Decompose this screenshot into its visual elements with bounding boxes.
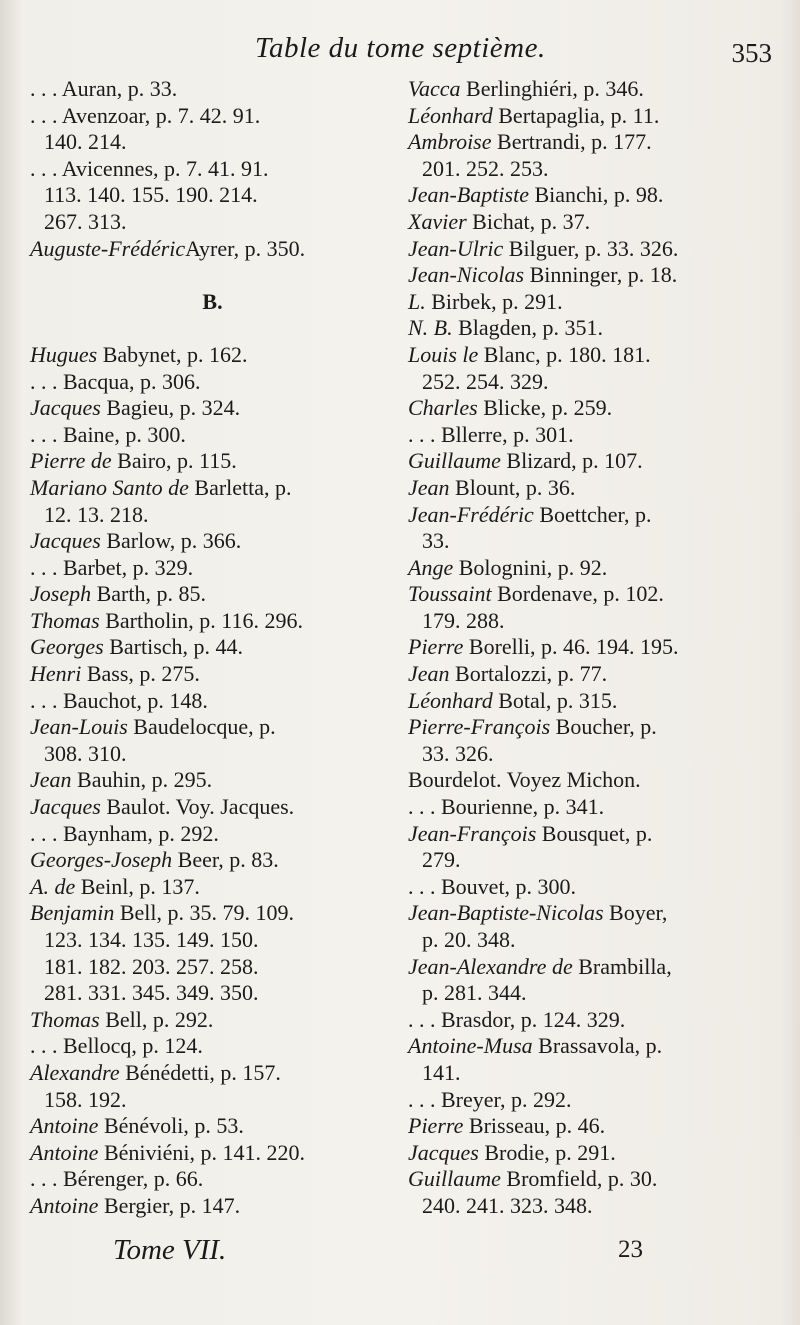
given-name: Antoine xyxy=(30,1192,99,1218)
given-name: A. de xyxy=(30,873,76,899)
surname-and-pages: Boucher, p. xyxy=(550,714,657,740)
index-entry xyxy=(408,794,780,821)
index-entry xyxy=(30,528,395,555)
index-entry xyxy=(408,1140,780,1167)
index-entry xyxy=(408,103,780,130)
index-entry-continuation: 281. 331. 345. 349. 350. xyxy=(44,980,259,1006)
given-name: Léonhard xyxy=(408,102,493,128)
index-entry xyxy=(30,422,395,449)
surname-and-pages: Baulot. Voy. Jacques. xyxy=(100,794,295,820)
ditto-leader: . . . xyxy=(30,76,62,101)
given-name: Toussaint xyxy=(408,581,492,607)
surname-and-pages: Baudelocque, p. xyxy=(127,714,276,740)
surname-and-pages: Blizard, p. 107. xyxy=(500,448,643,474)
index-entry xyxy=(408,821,780,848)
index-entry xyxy=(30,1060,395,1087)
index-entry-continuation: 179. 288. xyxy=(422,607,505,633)
index-entry xyxy=(30,794,395,821)
given-name: Ambroise xyxy=(408,129,492,155)
surname-and-pages: Brambilla, xyxy=(572,953,672,979)
surname-and-pages: Borelli, p. 46. 194. 195. xyxy=(463,634,679,660)
index-entry xyxy=(30,369,395,396)
index-entry xyxy=(30,555,395,582)
index-entry-continuation: 12. 13. 218. xyxy=(44,501,149,527)
index-entry xyxy=(408,1033,780,1060)
index-entry xyxy=(408,1087,780,1114)
surname-and-pages: Avicennes, p. 7. 41. 91. xyxy=(61,155,269,181)
surname-and-pages: Babynet, p. 162. xyxy=(97,341,248,367)
ditto-leader: . . . xyxy=(30,1166,63,1192)
surname-and-pages: Birbek, p. 291. xyxy=(425,288,563,314)
index-entry xyxy=(408,209,780,236)
index-entry xyxy=(408,236,780,263)
index-entry xyxy=(30,874,395,901)
given-name: Thomas xyxy=(30,607,100,633)
surname-and-pages: Bell, p. 292. xyxy=(99,1006,214,1032)
surname-and-pages: Barlow, p. 366. xyxy=(100,528,242,554)
surname-and-pages: Bourdelot. Voyez Michon. xyxy=(408,767,641,793)
given-name: Georges-Joseph xyxy=(30,847,173,873)
index-entry xyxy=(408,182,780,209)
page-number: 353 xyxy=(731,38,772,68)
index-entry xyxy=(408,262,780,289)
surname-and-pages: Avenzoar, p. 7. 42. 91. xyxy=(61,102,261,128)
surname-and-pages: Bourienne, p. 341. xyxy=(441,794,605,820)
surname-and-pages: Bertapaglia, p. 11. xyxy=(492,102,660,128)
index-entry-continuation: 252. 254. 329. xyxy=(422,368,549,394)
given-name: Jean-Alexandre de xyxy=(408,953,573,979)
surname-and-pages: Bianchi, p. 98. xyxy=(528,182,664,208)
index-entry xyxy=(30,900,395,927)
surname-and-pages: Bauhin, p. 295. xyxy=(71,767,213,793)
given-name: Jacques xyxy=(408,1139,479,1165)
given-name: Jean-François xyxy=(408,820,537,846)
given-name: Guillaume xyxy=(408,1166,501,1192)
index-entry xyxy=(30,156,395,183)
index-entry-continuation: p. 281. 344. xyxy=(422,980,527,1006)
given-name: Jacques xyxy=(30,528,101,554)
given-name: Mariano Santo de xyxy=(30,474,189,500)
ditto-leader: . . . xyxy=(30,102,62,128)
surname-and-pages: Bousquet, p. xyxy=(536,820,653,846)
index-entry xyxy=(408,475,780,502)
surname-and-pages: Bass, p. 275. xyxy=(81,661,200,687)
given-name: Thomas xyxy=(30,1006,100,1032)
surname-and-pages: Botal, p. 315. xyxy=(492,687,618,713)
surname-and-pages: Beer, p. 83. xyxy=(172,847,279,873)
blank-line xyxy=(30,315,395,342)
index-entry-continuation: 181. 182. 203. 257. 258. xyxy=(44,953,259,979)
index-entry xyxy=(30,1007,395,1034)
index-column-right xyxy=(408,76,780,1220)
surname-and-pages: Béniviéni, p. 141. 220. xyxy=(98,1139,305,1165)
index-entry xyxy=(408,581,780,608)
volume-label: Tome VII. xyxy=(113,1234,227,1266)
surname-and-pages: Bllerre, p. 301. xyxy=(441,421,574,447)
surname-and-pages: Brisseau, p. 46. xyxy=(463,1113,606,1139)
signature-mark: 23 xyxy=(618,1236,643,1263)
given-name: Antoine-Musa xyxy=(408,1033,533,1059)
given-name: Léonhard xyxy=(408,687,493,713)
index-entry-continuation: 123. 134. 135. 149. 150. xyxy=(44,927,259,952)
given-name: Guillaume xyxy=(408,448,501,474)
given-name: Jean-Louis xyxy=(30,714,128,740)
index-entry xyxy=(30,1113,395,1140)
index-entry xyxy=(30,1166,395,1193)
index-entry xyxy=(408,448,780,475)
index-entry-continuation: 308. 310. xyxy=(44,740,127,766)
given-name: Jacques xyxy=(30,794,101,820)
given-name: Antoine xyxy=(30,1113,99,1139)
index-entry xyxy=(408,1113,780,1140)
index-entry xyxy=(30,608,395,635)
index-entry xyxy=(408,688,780,715)
given-name: Georges xyxy=(30,634,104,660)
given-name: Jacques xyxy=(30,395,101,421)
index-entry xyxy=(30,634,395,661)
surname-and-pages: Bairo, p. 115. xyxy=(111,448,237,474)
index-entry xyxy=(408,900,780,927)
given-name: Jean-Baptiste xyxy=(408,182,529,208)
index-entry xyxy=(30,767,395,794)
index-entry xyxy=(30,661,395,688)
ditto-leader: . . . xyxy=(408,1086,441,1112)
given-name: Charles xyxy=(408,395,478,421)
index-entry-continuation: 33. 326. xyxy=(422,740,494,766)
surname-and-pages: Barletta, p. xyxy=(188,474,292,500)
section-letter-heading: B. xyxy=(202,288,223,314)
surname-and-pages: Bauchot, p. 148. xyxy=(63,687,208,713)
given-name: Henri xyxy=(30,661,82,687)
surname-and-pages: Bertrandi, p. 177. xyxy=(491,129,652,155)
surname-and-pages: Baynham, p. 292. xyxy=(63,820,219,846)
ditto-leader: . . . xyxy=(30,368,63,394)
index-entry xyxy=(30,342,395,369)
index-entry xyxy=(408,342,780,369)
page-header xyxy=(0,32,800,72)
surname-and-pages: Bacqua, p. 306. xyxy=(63,368,201,394)
surname-and-pages: Bénévoli, p. 53. xyxy=(98,1113,244,1139)
given-name: Antoine xyxy=(30,1139,99,1165)
surname-and-pages: Brassavola, p. xyxy=(532,1033,663,1059)
given-name: Jean xyxy=(408,474,450,500)
index-entry xyxy=(408,502,780,529)
index-entry xyxy=(30,1140,395,1167)
given-name: Pierre-François xyxy=(408,714,551,740)
surname-and-pages: Brasdor, p. 124. 329. xyxy=(441,1006,626,1032)
surname-and-pages: Bartisch, p. 44. xyxy=(103,634,244,660)
ditto-leader: . . . xyxy=(408,421,441,447)
index-entry-continuation: p. 20. 348. xyxy=(422,927,516,952)
index-entry-continuation: 158. 192. xyxy=(44,1086,127,1112)
ditto-leader: . . . xyxy=(408,1006,441,1032)
index-entry xyxy=(408,422,780,449)
page-footer xyxy=(0,1234,800,1274)
surname-and-pages: Boyer, xyxy=(603,900,668,926)
running-title: Table du tome septième. xyxy=(255,32,546,64)
index-entry xyxy=(30,76,395,103)
surname-and-pages: Bergier, p. 147. xyxy=(98,1192,241,1218)
given-name: Benjamin xyxy=(30,900,115,926)
ditto-leader: . . . xyxy=(408,794,441,820)
given-name: Jean xyxy=(30,767,72,793)
index-entry xyxy=(30,103,395,130)
index-entry xyxy=(408,1166,780,1193)
index-entry xyxy=(408,555,780,582)
index-entry xyxy=(30,821,395,848)
surname-and-pages: Bordenave, p. 102. xyxy=(491,581,664,607)
surname-and-pages: Berlinghiéri, p. 346. xyxy=(460,76,644,101)
index-entry xyxy=(408,714,780,741)
index-entry-continuation: 201. 252. 253. xyxy=(422,155,549,181)
surname-and-pages: Bichat, p. 37. xyxy=(466,208,591,234)
index-entry-continuation: 33. xyxy=(422,528,450,554)
index-entry xyxy=(30,688,395,715)
given-name: Jean-Nicolas xyxy=(408,262,525,288)
index-entry-continuation: 140. 214. xyxy=(44,129,127,155)
index-entry xyxy=(30,581,395,608)
blank-line xyxy=(30,262,395,289)
index-entry xyxy=(30,448,395,475)
index-entry xyxy=(30,1193,395,1220)
ditto-leader: . . . xyxy=(30,554,63,580)
given-name: Pierre de xyxy=(30,448,112,474)
index-entry xyxy=(408,76,780,103)
given-name: Ange xyxy=(408,554,454,580)
index-entry-continuation: 267. 313. xyxy=(44,208,127,234)
index-entry xyxy=(30,714,395,741)
index-entry-continuation: 113. 140. 155. 190. 214. xyxy=(44,182,258,208)
index-entry xyxy=(408,315,780,342)
index-entry xyxy=(30,847,395,874)
surname-and-pages: Blanc, p. 180. 181. xyxy=(478,341,651,367)
surname-and-pages: Bromfield, p. 30. xyxy=(500,1166,658,1192)
index-entry xyxy=(408,767,780,794)
index-entry xyxy=(408,129,780,156)
index-entry xyxy=(30,475,395,502)
index-entry-continuation: 141. xyxy=(422,1059,461,1085)
surname-and-pages: Blicke, p. 259. xyxy=(477,395,613,421)
index-entry xyxy=(408,395,780,422)
given-name: L. xyxy=(408,288,426,314)
given-name: Louis le xyxy=(408,341,479,367)
ditto-leader: . . . xyxy=(30,820,63,846)
ditto-leader: . . . xyxy=(30,155,62,181)
given-name: Vacca xyxy=(408,76,461,101)
index-entry xyxy=(408,634,780,661)
surname-and-pages: Bagieu, p. 324. xyxy=(100,395,241,421)
given-name: Jean-Baptiste-Nicolas xyxy=(408,900,604,926)
surname-and-pages: Brodie, p. 291. xyxy=(478,1139,616,1165)
ditto-leader: . . . xyxy=(408,873,441,899)
surname-and-pages: Barth, p. 85. xyxy=(91,581,206,607)
given-name: Jean xyxy=(408,661,450,687)
given-name: Pierre xyxy=(408,1113,464,1139)
surname-and-pages: Baine, p. 300. xyxy=(63,421,186,447)
ditto-leader: . . . xyxy=(30,421,63,447)
surname-and-pages: Barbet, p. 329. xyxy=(63,554,194,580)
surname-and-pages: Binninger, p. 18. xyxy=(524,262,678,288)
given-name: Jean-Ulric xyxy=(408,235,504,261)
surname-and-pages: Bartholin, p. 116. 296. xyxy=(99,607,303,633)
given-name: Joseph xyxy=(30,581,92,607)
index-entry xyxy=(30,236,395,263)
surname-and-pages: Breyer, p. 292. xyxy=(441,1086,572,1112)
surname-and-pages: Bérenger, p. 66. xyxy=(63,1166,204,1192)
surname-and-pages: Bolognini, p. 92. xyxy=(453,554,608,580)
index-entry xyxy=(408,954,780,981)
surname-and-pages: Bellocq, p. 124. xyxy=(63,1033,203,1059)
index-entry-continuation: 279. xyxy=(422,847,461,873)
index-entry xyxy=(408,661,780,688)
surname-and-pages: Bell, p. 35. 79. 109. xyxy=(114,900,294,926)
index-entry-continuation: 240. 241. 323. 348. xyxy=(422,1192,593,1218)
surname-and-pages: Blagden, p. 351. xyxy=(452,315,603,341)
given-name: Xavier xyxy=(408,208,467,234)
surname-and-pages: Blount, p. 36. xyxy=(449,474,576,500)
index-entry xyxy=(30,395,395,422)
index-column-left xyxy=(30,76,395,1220)
surname-and-pages: Ayrer, p. 350. xyxy=(185,235,306,261)
given-name: N. B. xyxy=(408,315,453,341)
surname-and-pages: Boettcher, p. xyxy=(533,501,652,527)
surname-and-pages: Beinl, p. 137. xyxy=(75,873,200,899)
surname-and-pages: Bénédetti, p. 157. xyxy=(119,1059,281,1085)
given-name: Auguste-Frédéric xyxy=(30,235,186,261)
given-name: Alexandre xyxy=(30,1059,120,1085)
surname-and-pages: Bortalozzi, p. 77. xyxy=(449,661,608,687)
index-entry xyxy=(408,874,780,901)
index-entry xyxy=(408,289,780,316)
given-name: Jean-Frédéric xyxy=(408,501,534,527)
index-entry xyxy=(30,1033,395,1060)
surname-and-pages: Auran, p. 33. xyxy=(61,76,178,101)
given-name: Pierre xyxy=(408,634,464,660)
index-entry xyxy=(408,1007,780,1034)
given-name: Hugues xyxy=(30,341,98,367)
surname-and-pages: Bouvet, p. 300. xyxy=(441,873,577,899)
ditto-leader: . . . xyxy=(30,687,63,713)
surname-and-pages: Bilguer, p. 33. 326. xyxy=(503,235,679,261)
ditto-leader: . . . xyxy=(30,1033,63,1059)
